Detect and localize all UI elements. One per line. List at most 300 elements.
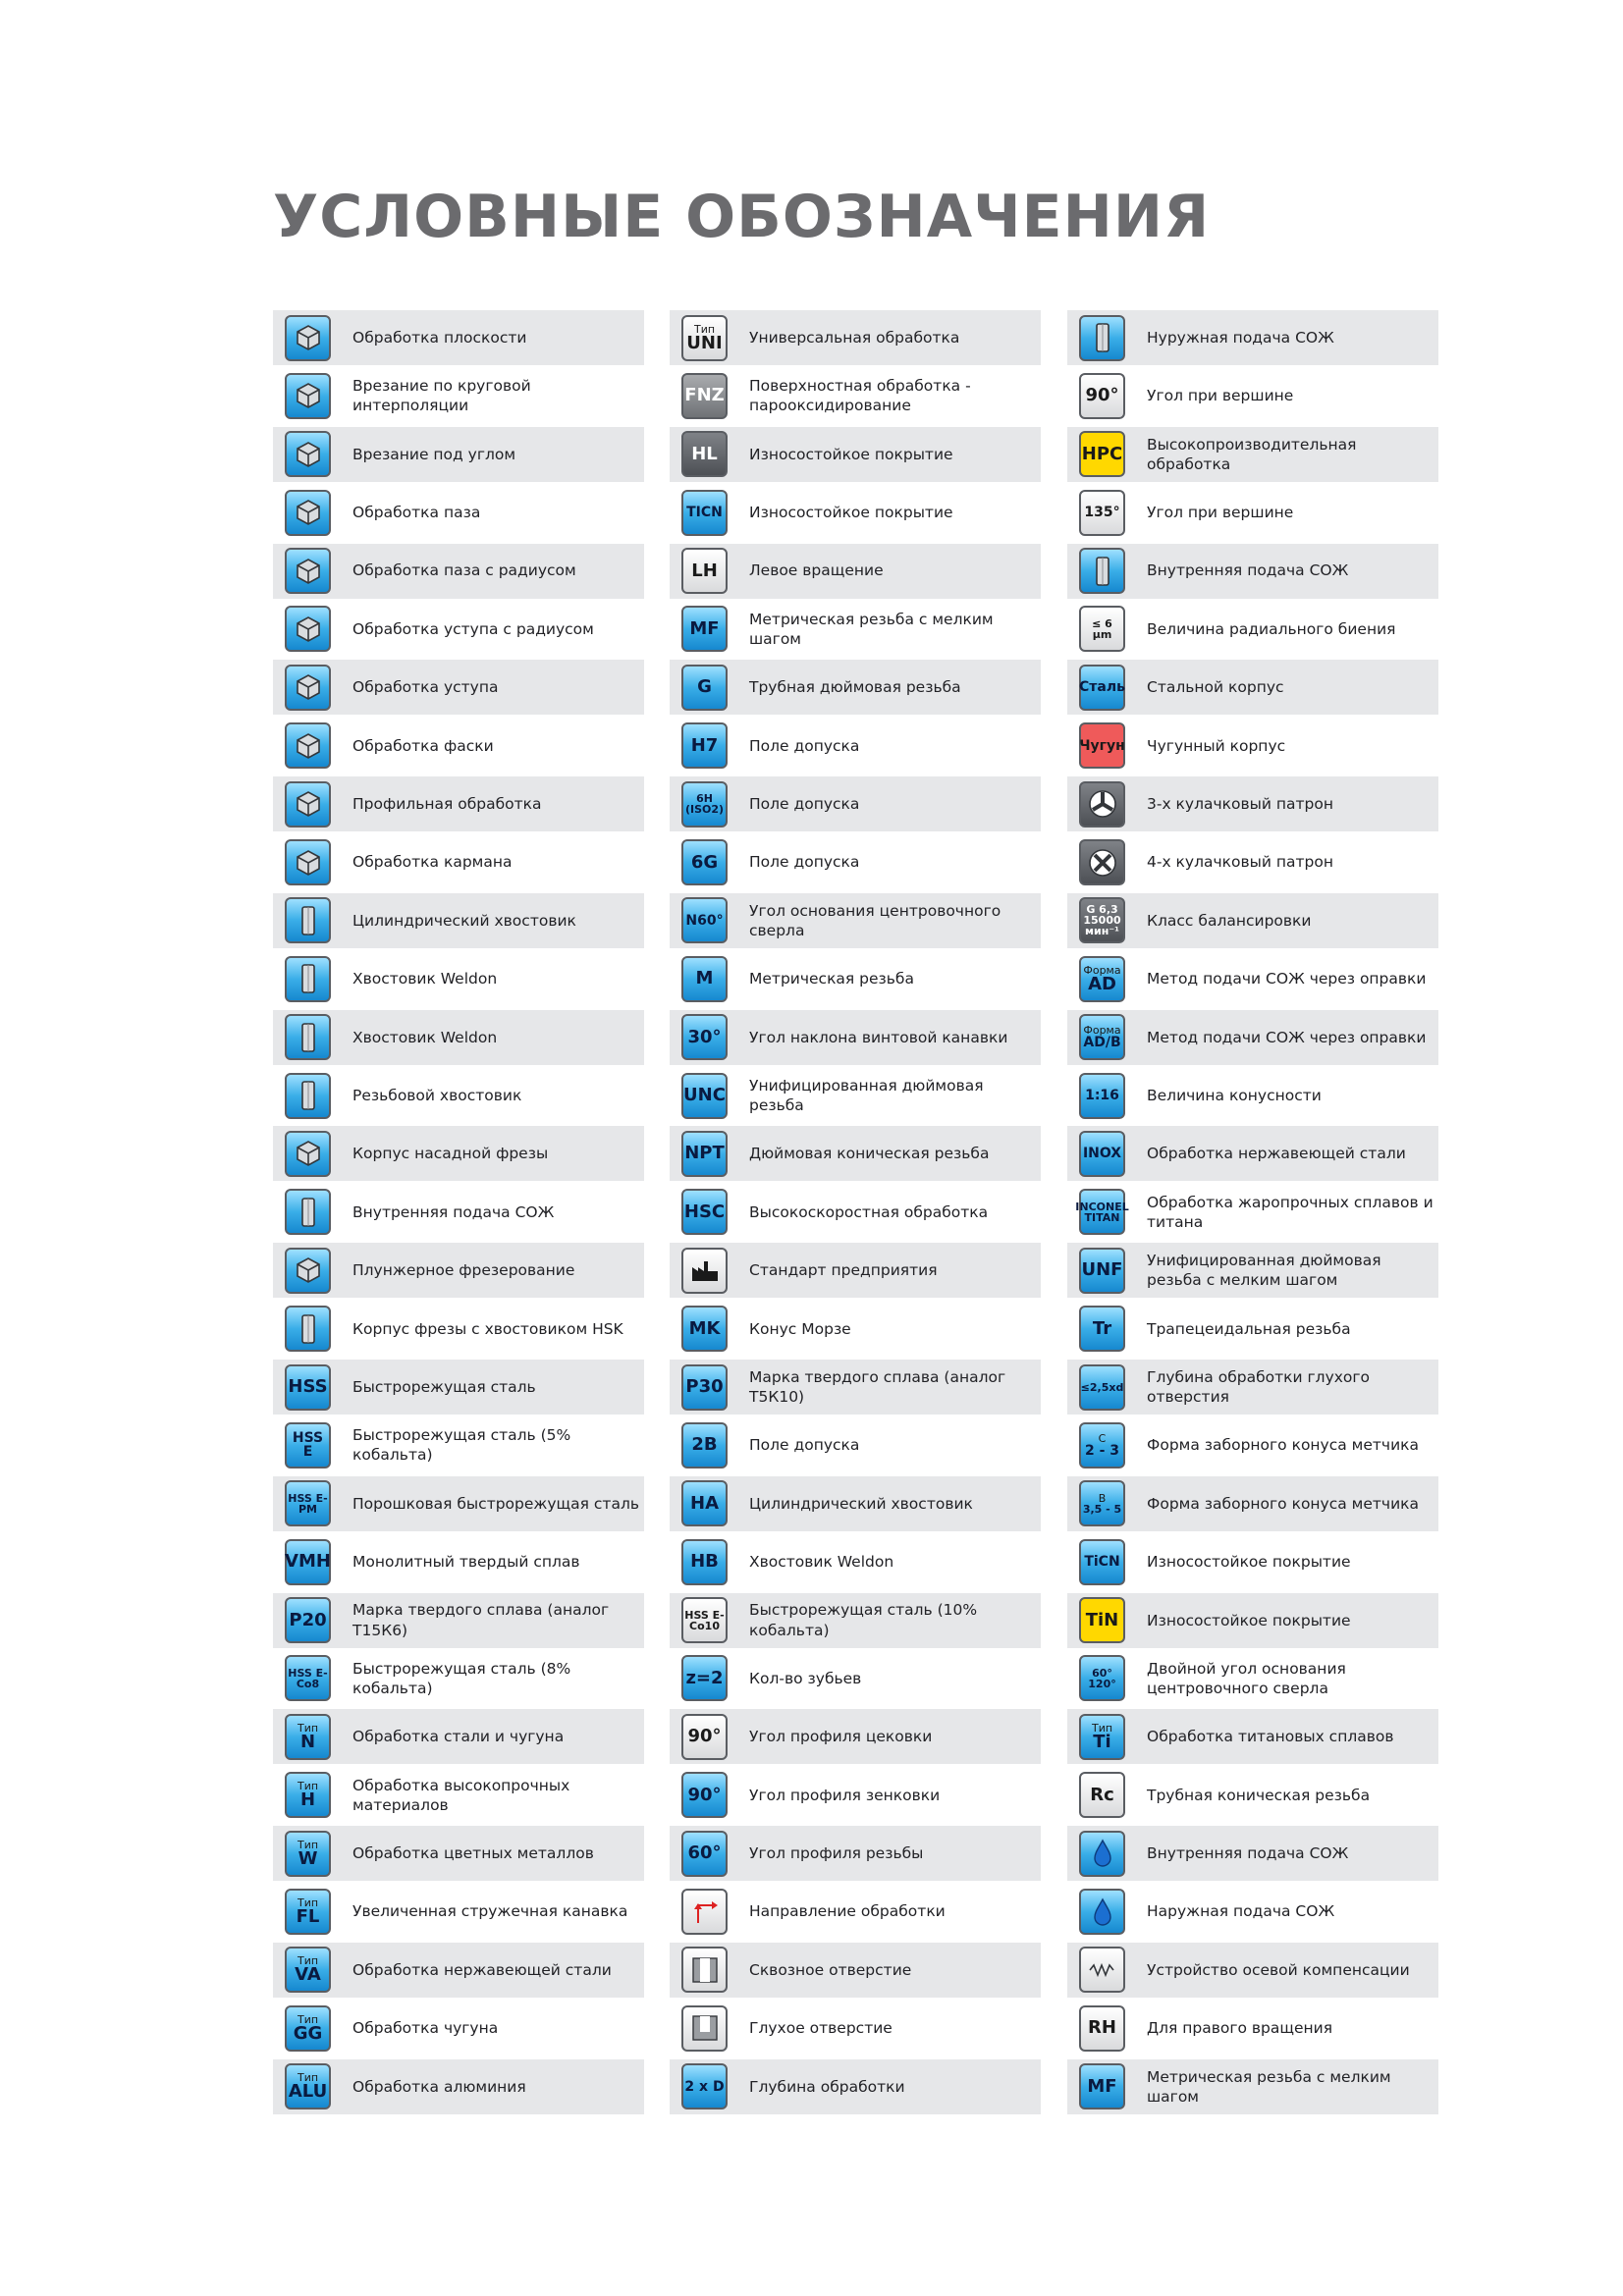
text-icon [681,2063,728,2109]
four-jaw-chuck-icon [1079,839,1125,885]
legend-label: Цилиндрический хвостовик [749,1494,973,1513]
legend-item [273,1593,644,1648]
text-icon [681,1364,728,1411]
legend-item [670,602,1041,657]
icon-text: P20 [289,1609,327,1630]
icon-text: VA [295,1964,321,1986]
icon-text: G 6,3 15000 мин⁻¹ [1083,903,1121,938]
page-title: УСЛОВНЫЕ ОБОЗНАЧЕНИЯ [273,183,1211,251]
blind-depth-icon [1079,1364,1125,1411]
icon-text: Чугун [1079,737,1125,754]
legend-label: Обработка жаропрочных сплавов и титана [1147,1193,1434,1231]
weldon-shank-2-icon [285,1014,331,1060]
legend-item [1067,485,1438,540]
legend-label: Сквозное отверстие [749,1960,912,1979]
text-icon [285,1539,331,1585]
text-icon [681,1189,728,1235]
text-icon [285,1597,331,1643]
text-icon [681,839,728,885]
weldon-shank-icon [285,956,331,1002]
text-icon [681,606,728,652]
taper-icon [1079,1073,1125,1119]
legend-item [670,1243,1041,1298]
legend-label: Износостойкое покрытие [749,445,953,463]
icon-text: MK [688,1317,721,1339]
legend-label: Увеличенная стружечная канавка [352,1902,628,1921]
text-icon [681,1131,728,1177]
legend-label: Цилиндрический хвостовик [352,911,576,930]
legend-item [670,1885,1041,1940]
text-icon [681,1306,728,1352]
legend-label: Обработка уступа с радиусом [352,619,594,638]
legend-item [670,951,1041,1006]
icon-text: z=2 [685,1667,724,1688]
coolant-drop-icon [1079,1831,1125,1877]
icon-text: N [299,1731,316,1752]
legend-label: Универсальная обработка [749,328,960,347]
icon-text: MF [1087,2075,1117,2097]
icon-caption: Форма [1083,963,1121,977]
legend-item [670,1302,1041,1357]
legend-item [273,1417,644,1472]
icon-text: 2 - 3 [1084,1442,1120,1459]
text-icon [285,1655,331,1701]
icon-text: LH [691,560,718,581]
text-icon [1079,2005,1125,2052]
icon-text: ≤ 6 μm [1092,616,1112,641]
icon-text: G [697,676,712,698]
legend-label: Угол профиля цековки [749,1728,933,1746]
legend-label: Стальной корпус [1147,678,1284,697]
legend-label: Обработка чугуна [352,2019,499,2038]
legend-item [1067,1476,1438,1531]
text-icon [285,1480,331,1526]
legend-label: Трапецеидальная резьба [1147,1319,1351,1338]
axial-compensation-icon [1079,1947,1125,1993]
legend-item [273,2001,644,2056]
text-icon [681,1073,728,1119]
icon-text: UNC [683,1085,726,1106]
type-icon [681,315,728,361]
text-icon [1079,431,1125,477]
legend-label: Хвостовик Weldon [749,1553,894,1572]
type-icon [285,1831,331,1877]
legend-column-1 [273,310,644,2117]
legend-item [670,1651,1041,1706]
legend-item [670,1417,1041,1472]
legend-label: Метрическая резьба с мелким шагом [749,610,994,648]
legend-label: Глубина обработки [749,2077,905,2096]
icon-text: 6H (ISO2) [684,792,725,817]
legend-item [670,835,1041,890]
hsk-body-icon [285,1306,331,1352]
icon-caption: Тип [297,1721,319,1735]
legend-label: Быстрорежущая сталь [352,1377,536,1396]
legend-item [273,544,644,599]
icon-text: Rc [1090,1784,1114,1805]
legend-item [670,1360,1041,1415]
legend-item [273,1534,644,1589]
external-coolant-icon [1079,315,1125,361]
legend-item [273,1243,644,1298]
text-icon [681,1655,728,1701]
legend-label: Угол профиля зенковки [749,1786,941,1804]
legend-item [273,1360,644,1415]
icon-text: 6G [690,851,719,873]
through-hole-icon [681,1947,728,1993]
legend-item [670,1593,1041,1648]
legend-label: Класс балансировки [1147,911,1312,930]
legend-label: Обработка кармана [352,853,513,872]
legend-item [273,1826,644,1881]
legend-label: Хвостовик Weldon [352,970,498,988]
legend-item [273,1651,644,1706]
legend-label: Марка твердого сплава (аналог Т15К6) [352,1601,610,1639]
legend-item [1067,1302,1438,1357]
text-icon [1079,1539,1125,1585]
legend-label: Глубина обработки глухого отверстия [1147,1367,1371,1407]
legend-label: Величина конусности [1147,1087,1322,1104]
thread-angle-icon [681,1831,728,1877]
icon-caption: Тип [1091,1721,1113,1735]
legend-item [1067,602,1438,657]
direction-icon [681,1889,728,1935]
icon-text: 3,5 - 5 [1082,1502,1122,1516]
legend-label: Обработка алюминия [352,2077,526,2096]
icon-text: NPT [684,1143,725,1164]
point-angle-icon [1079,490,1125,536]
legend-label: 3-х кулачковый патрон [1147,795,1333,814]
legend-item [670,485,1041,540]
legend-item [1067,835,1438,890]
icon-text: 60° 120° [1088,1666,1116,1690]
legend-item [670,893,1041,948]
type-icon [1079,1422,1125,1468]
legend-item [1067,1243,1438,1298]
legend-label: Хвостовик Weldon [352,1028,498,1046]
icon-caption: Тип [693,322,716,336]
legend-item [670,368,1041,423]
legend-label: Наружная подача СОЖ [1147,1902,1335,1921]
helix-angle-icon [681,1014,728,1060]
icon-text: HB [690,1551,719,1573]
icon-text: TiN [1085,1609,1119,1630]
legend-item [273,1010,644,1065]
legend-label: Износостойкое покрытие [1147,1611,1351,1629]
legend-item [273,1126,644,1181]
chamfer-icon [285,722,331,769]
text-icon [681,722,728,769]
plunge-milling-icon [285,1248,331,1294]
legend-item [670,776,1041,831]
legend-item [273,1709,644,1764]
legend-label: Поле допуска [749,1436,860,1455]
icon-text: ≤2,5xd [1080,1380,1124,1394]
icon-text: AD [1088,973,1116,994]
radius-shoulder-icon [285,606,331,652]
icon-caption: B [1098,1491,1107,1505]
text-icon [1079,2063,1125,2109]
legend-label: Чугунный корпус [1147,736,1286,755]
coolant-drop-ext-icon [1079,1889,1125,1935]
legend-item [1067,1010,1438,1065]
text-icon [681,548,728,594]
shell-mill-icon [285,1131,331,1177]
legend-label: Корпус фрезы с хвостовиком HSK [352,1319,623,1338]
icon-text: UNI [686,332,723,353]
legend-item [670,2059,1041,2114]
legend-label: Обработка фаски [352,736,494,755]
legend-item [273,1885,644,1940]
legend-item [1067,1885,1438,1940]
legend-label: Величина радиального биения [1147,619,1396,638]
point-angle-icon [1079,373,1125,419]
legend-label: Быстрорежущая сталь (8% кобальта) [352,1659,571,1697]
legend-label: Поле допуска [749,795,860,814]
legend-item [273,1068,644,1123]
type-icon [285,2005,331,2052]
legend-item [1067,427,1438,482]
legend-item [1067,951,1438,1006]
legend-label: Обработка цветных металлов [352,1844,594,1863]
text-icon [681,665,728,711]
legend-item [670,1476,1041,1531]
legend-item [670,1943,1041,1998]
legend-item [273,1943,644,1998]
type-icon [285,2063,331,2109]
legend-label: Обработка нержавеющей стали [352,1960,612,1979]
profile-milling-icon [285,781,331,828]
legend-label: Врезание по круговой интерполяции [352,377,531,415]
legend-label: Обработка титановых сплавов [1147,1728,1394,1746]
legend-label: Форма заборного конуса метчика [1147,1494,1420,1513]
icon-text: MF [689,617,720,639]
text-icon [681,1539,728,1585]
legend-label: Внутренняя подача СОЖ [1147,561,1349,580]
legend-item [1067,2059,1438,2114]
legend-label: Обработка стали и чугуна [352,1728,565,1746]
legend-label: Износостойкое покрытие [1147,1553,1351,1572]
company-standard-icon [681,1248,728,1294]
legend-label: Обработка нержавеющей стали [1147,1145,1406,1163]
text-icon [1079,1306,1125,1352]
legend-item [273,1768,644,1823]
text-icon [1079,1772,1125,1818]
legend-item [670,1126,1041,1181]
legend-item [273,660,644,715]
icon-text: TICN [686,505,723,521]
type-icon [1079,956,1125,1002]
double-angle-icon [1079,1655,1125,1701]
legend-item [1067,544,1438,599]
legend-item [670,1534,1041,1589]
legend-item [1067,1768,1438,1823]
icon-caption: Тип [297,1780,319,1793]
legend-label: Порошковая быстрорежущая сталь [352,1494,639,1513]
legend-label: Монолитный твердый сплав [352,1553,580,1572]
legend-item [273,893,644,948]
text-icon [681,490,728,536]
legend-label: Метод подачи СОЖ через оправки [1147,970,1427,988]
legend-label: 4-х кулачковый патрон [1147,853,1333,872]
icon-text: TiCN [1084,1554,1120,1571]
legend-label: Устройство осевой компенсации [1147,1960,1410,1979]
threaded-shank-icon [285,1073,331,1119]
legend-label: Глухое отверстие [749,2019,893,2038]
legend-label: Врезание под углом [352,445,516,463]
legend-item [1067,1826,1438,1881]
legend-item [273,1302,644,1357]
legend-label: Метод подачи СОЖ через оправки [1147,1028,1427,1046]
text-icon [1079,1131,1125,1177]
legend-item [1067,1360,1438,1415]
countersink-angle-icon [681,1772,728,1818]
legend-item [1067,2001,1438,2056]
text-icon [1079,1248,1125,1294]
legend-label: Корпус насадной фрезы [352,1145,549,1163]
legend-item [1067,1126,1438,1181]
legend-label: Угол профиля резьбы [749,1844,924,1863]
text-icon [681,1422,728,1468]
legend-item [670,427,1041,482]
legend-item [273,427,644,482]
legend-label: Конус Морзе [749,1319,851,1338]
legend-item [1067,660,1438,715]
legend-item [1067,1651,1438,1706]
legend-item [670,310,1041,365]
icon-text: H [299,1789,316,1811]
legend-label: Обработка высокопрочных материалов [352,1776,570,1814]
legend-label: Кол-во зубьев [749,1669,862,1687]
legend-item [1067,368,1438,423]
legend-label: Поле допуска [749,853,860,872]
legend-label: Обработка плоскости [352,328,527,347]
icon-text: AD/B [1083,1035,1121,1051]
legend-item [670,1010,1041,1065]
legend-label: Быстрорежущая сталь (5% кобальта) [352,1426,571,1465]
legend-item [273,776,644,831]
legend-item [670,1185,1041,1240]
legend-label: Плунжерное фрезерование [352,1261,575,1280]
icon-text: N60° [685,912,724,929]
icon-text: VMH [285,1551,331,1573]
legend-label: Профильная обработка [352,795,542,814]
legend-item [670,544,1041,599]
text-icon [1079,722,1125,769]
icon-text: HPC [1081,443,1123,464]
text-icon [681,1480,728,1526]
text-icon [681,1597,728,1643]
icon-text: 60° [687,1842,722,1864]
legend-label: Нуружная подача СОЖ [1147,328,1334,347]
icon-text: HL [691,443,718,464]
legend-label: Угол основания центровочного сверла [749,901,1001,939]
legend-label: Внутренняя подача СОЖ [1147,1844,1349,1863]
counterbore-angle-icon [681,1714,728,1760]
icon-text: 2B [691,1434,718,1456]
icon-caption: Тип [297,1896,319,1910]
icon-caption: Тип [297,2012,319,2026]
legend-column-3 [1067,310,1438,2117]
text-icon [681,897,728,943]
legend-item [1067,719,1438,774]
icon-text: 90° [687,1784,722,1805]
legend-item [1067,1068,1438,1123]
legend-item [273,310,644,365]
icon-text: 1:16 [1085,1088,1119,1104]
type-icon [1079,1480,1125,1526]
legend-item [670,719,1041,774]
type-icon [1079,1714,1125,1760]
legend-item [1067,1185,1438,1240]
legend-item [670,2001,1041,2056]
icon-text: P30 [685,1376,724,1398]
legend-label: Унифицированная дюймовая резьба с мелким шагом [1147,1252,1381,1290]
legend-item [1067,1593,1438,1648]
legend-item [273,485,644,540]
legend-label: Угол при вершине [1147,387,1294,405]
legend-label: Направление обработки [749,1902,946,1921]
legend-label: Стандарт предприятия [749,1261,938,1280]
type-icon [285,1947,331,1993]
icon-text: 30° [687,1026,722,1047]
icon-text: UNF [1081,1259,1123,1281]
circular-interpolation-icon [285,373,331,419]
internal-coolant-2-icon [1079,548,1125,594]
legend-label: Быстрорежущая сталь (10% кобальта) [749,1601,978,1639]
text-icon [1079,897,1125,943]
type-icon [285,1772,331,1818]
legend-item [670,1826,1041,1881]
icon-text: HSS E-PM [288,1491,328,1516]
type-icon [1079,1014,1125,1060]
legend-item [1067,1417,1438,1472]
text-icon [681,781,728,828]
text-icon [681,431,728,477]
legend-item [273,368,644,423]
legend-item [273,835,644,890]
icon-text: RH [1088,2017,1116,2039]
legend-item [273,719,644,774]
legend-item [670,660,1041,715]
legend-label: Левое вращение [749,561,884,580]
legend-item [273,1185,644,1240]
legend-label: Высокопроизводительная обработка [1147,435,1357,473]
legend-label: Дюймовая коническая резьба [749,1145,990,1163]
type-icon [285,1714,331,1760]
icon-caption: Тип [297,1838,319,1851]
legend-label: Унифицированная дюймовая резьба [749,1076,984,1115]
legend-label: Метрическая резьба с мелким шагом [1147,2067,1391,2106]
shoulder-icon [285,665,331,711]
icon-text: HSS E-Co8 [288,1666,328,1690]
icon-text: 90° [687,1726,722,1747]
legend-item [1067,310,1438,365]
legend-item [1067,1534,1438,1589]
legend-item [1067,1943,1438,1998]
icon-text: Tr [1092,1317,1112,1339]
text-icon [1075,1189,1129,1235]
legend-item [1067,1709,1438,1764]
icon-text: FL [296,1906,320,1928]
icon-text: 90° [1085,385,1119,406]
legend-label: Угол при вершине [1147,504,1294,522]
face-milling-icon [285,315,331,361]
text-icon [285,1364,331,1411]
legend-label: Высокоскоростная обработка [749,1202,989,1221]
legend-label: Поле допуска [749,736,860,755]
icon-text: 135° [1084,505,1120,521]
